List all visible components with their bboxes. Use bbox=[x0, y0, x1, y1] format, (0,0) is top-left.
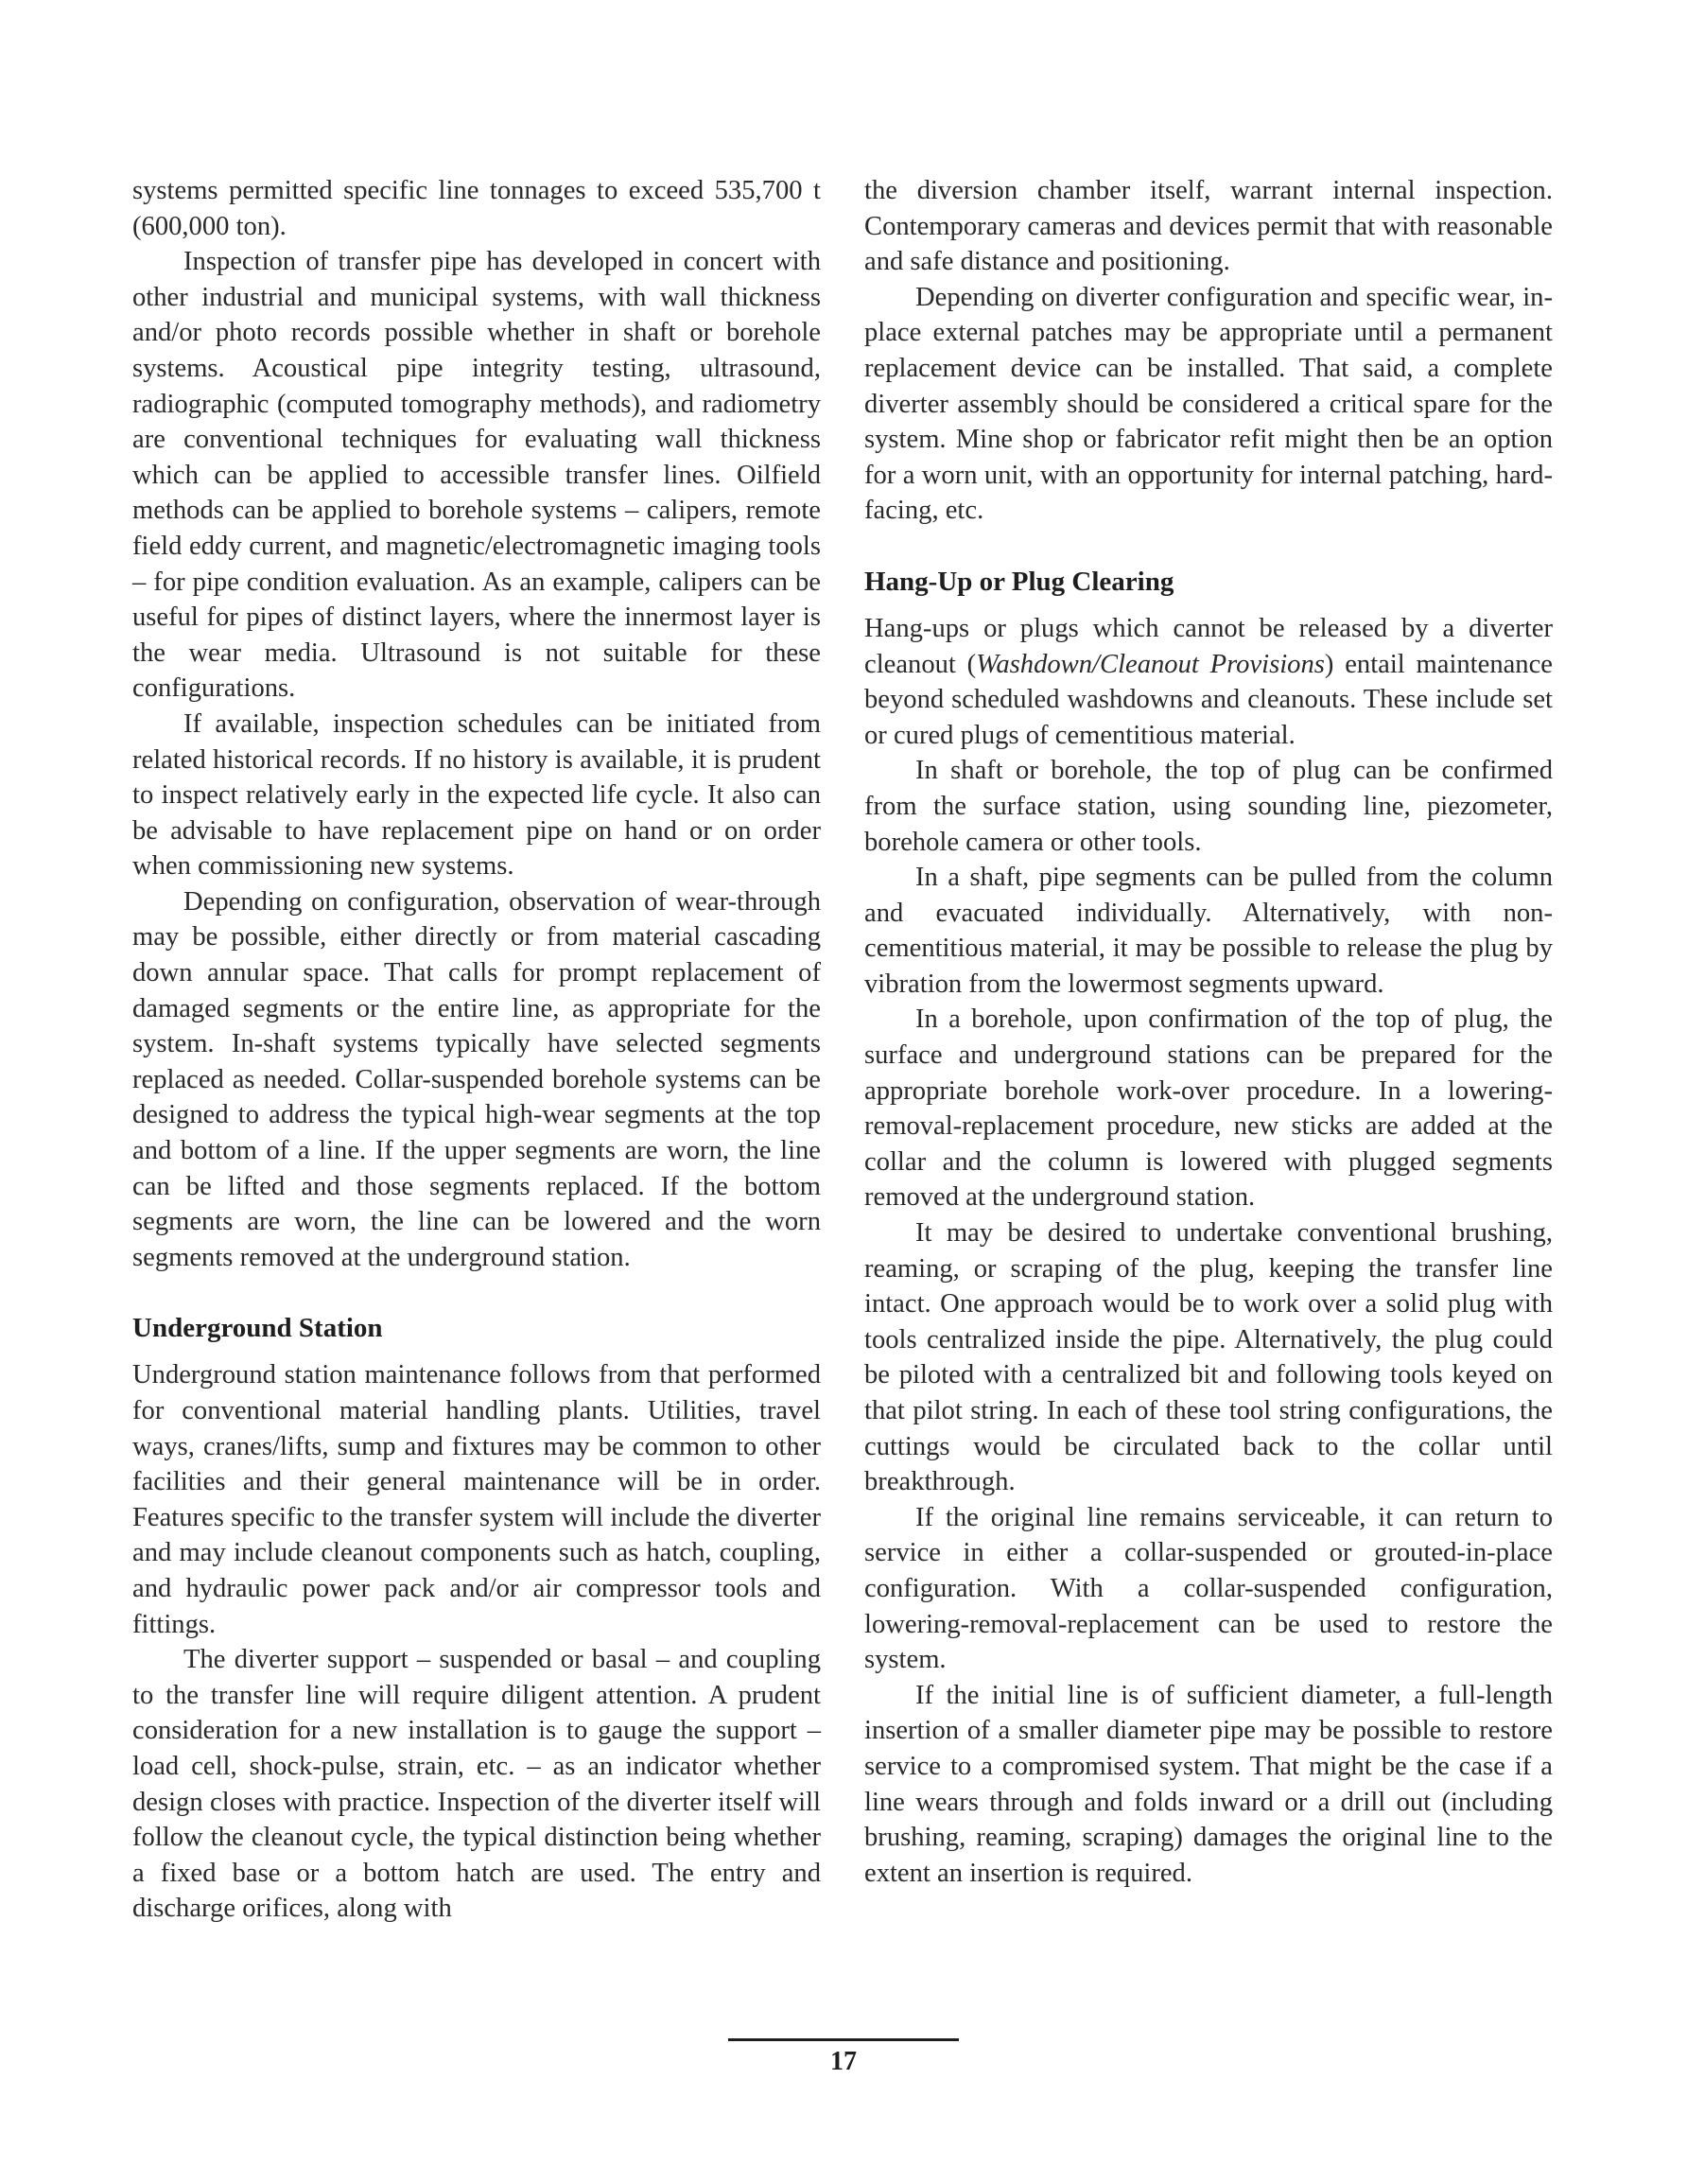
paragraph: Underground station maintenance follows from that performed for conventional material handling plants. Utilities, travel ways, cranes/lifts, sump and fixtures may be common to other facilities and their general maintenance will be in order. Features specific to the transfer system will include the diverter and may include cleanout components such as hatch, coupling, and hydraulic power pack and/or air compressor tools and fittings. bbox=[132, 1360, 821, 1639]
page-number: 17 bbox=[830, 2047, 857, 2076]
paragraph: In shaft or borehole, the top of plug can be confirmed from the surface station, using sounding line, piezometer, borehole camera or other tools. bbox=[864, 756, 1553, 857]
paragraph: Depending on diverter configuration and specific wear, in-place external patches may be appropriate until a permanent replacement device can be installed. That said, a complete diverter assembly should be considered a critical spare for the system. Mine shop or fabricator refit might then be an option for a worn unit, with an opportunity for internal patching, hard-facing, etc. bbox=[864, 282, 1553, 526]
paragraph: the diversion chamber itself, warrant internal inspection. Contemporary cameras and devices permit that with reasonable and safe distance and positioning. bbox=[864, 176, 1553, 277]
paragraph: The diverter support – suspended or basal – and coupling to the transfer line will require diligent attention. A prudent consideration for a new installation is to gauge the support – load cell, shock-pulse, strain, etc. – as an indicator whether design closes with practice. Inspection of the diverter itself will follow the cleanout cycle, the typical distinction being whether a fixed base or a bottom hatch are used. The entry and discharge orifices, along with bbox=[132, 1645, 821, 1924]
paragraph: In a borehole, upon confirmation of the top of plug, the surface and underground stations can be prepared for the appropriate borehole work-over procedure. In a lowering-removal-replacement procedure, new sticks are added at the collar and the column is lowered with plugged segments removed at the underground station. bbox=[864, 1005, 1553, 1213]
paragraph: In a shaft, pipe segments can be pulled from the column and evacuated individually. Alternatively, with non-cementitious material, it may be possible to release the plug by vibration from the lowermost segments upward. bbox=[864, 863, 1553, 999]
left-column bbox=[132, 173, 821, 1927]
paragraph: It may be desired to undertake conventional brushing, reaming, or scraping of the plug, keeping the transfer line intact. One approach would be to work over a solid plug with tools centralized inside the pipe. Alternatively, the plug could be piloted with a centralized bit and following tools keyed on that pilot string. In each of these tool string configurations, the cuttings would be circulated back to the collar until breakthrough. bbox=[864, 1218, 1553, 1497]
paragraph: If the initial line is of sufficient diameter, a full-length insertion of a smaller diameter pipe may be possible to restore service to a compromised system. That might be the case if a line wears through and folds inward or a drill out (including brushing, reaming, scraping) damages the original line to the extent an insertion is required. bbox=[864, 1680, 1553, 1888]
paragraph: systems permitted specific line tonnages to exceed 535,700 t (600,000 ton). bbox=[132, 176, 821, 241]
section-heading-underground-station: Underground Station bbox=[132, 1313, 383, 1344]
text-run: Hang-ups or plugs which cannot be released by a diverter cleanout ( bbox=[864, 613, 1553, 679]
paragraph: If available, inspection schedules can be initiated from related historical records. If no history is available, it is prudent to inspect relatively early in the expected life cycle. It also can be advisable to have replacement pipe on hand or on order when commissioning new systems. bbox=[132, 708, 821, 882]
footer-rule bbox=[728, 2038, 959, 2041]
right-column bbox=[864, 173, 1553, 1891]
paragraph: If the original line remains serviceable, it can return to service in either a collar-suspended or grouted-in-place configuration. With a collar-suspended configuration, lowering-removal-replacement can be used to restore the system. bbox=[864, 1502, 1553, 1675]
text-run: ) entail maintenance beyond scheduled washdowns and cleanouts. These include set or cured plugs of cementitious material. bbox=[864, 649, 1553, 750]
paragraph bbox=[864, 611, 1553, 753]
paragraph: Depending on configuration, observation of wear-through may be possible, either directly or from material cascading down annular space. That calls for prompt replacement of damaged segments or the entire line, as appropriate for the system. In-shaft systems typically have selected segments replaced as needed. Collar-suspended borehole systems can be designed to address the typical high-wear segments at the top and bottom of a line. If the upper segments are worn, the line can be lifted and those segments replaced. If the bottom segments are worn, the line can be lowered and the worn segments removed at the underground station. bbox=[132, 886, 821, 1272]
section-heading-hang-up-plug-clearing: Hang-Up or Plug Clearing bbox=[864, 566, 1174, 597]
cross-reference: Washdown/Cleanout Provisions bbox=[976, 649, 1325, 679]
paragraph: Inspection of transfer pipe has developed in concert with other industrial and municipal systems, with wall thickness and/or photo records possible whether in shaft or borehole systems. Acoustical pipe integrity testing, ultrasound, radiographic (computed tomography methods), and radiometry are conventional techniques for evaluating wall thickness which can be applied to accessible transfer lines. Oilfield methods can be applied to borehole systems – calipers, remote field eddy current, and magnetic/electromagnetic imaging tools – for pipe condition evaluation. As an example, calipers can be useful for pipes of distinct layers, where the innermost layer is the wear media. Ultrasound is not suitable for these configurations. bbox=[132, 247, 821, 704]
